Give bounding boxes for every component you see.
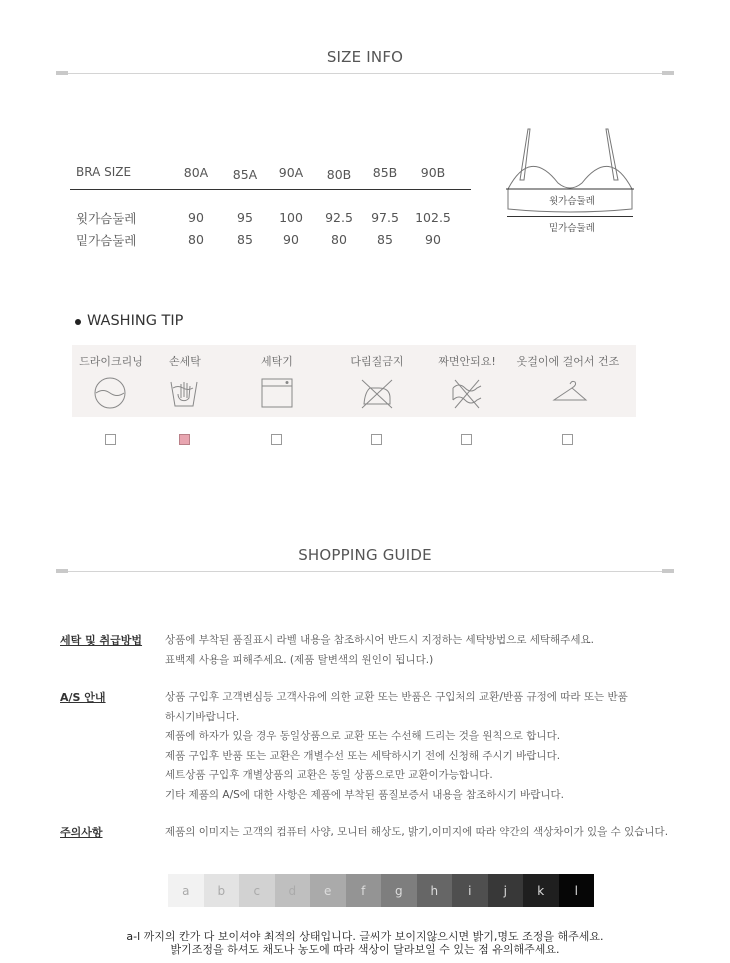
grayscale-swatch: f [346,874,382,907]
hanger-icon [550,376,590,412]
wash-checkbox[interactable] [179,434,190,445]
size-cell: 80 [188,232,204,247]
grayscale-swatch: b [204,874,240,907]
size-info-title: SIZE INFO [326,48,404,66]
grayscale-swatch: d [275,874,311,907]
wash-label: 세탁기 [261,355,293,368]
guide-line: 제품에 하자가 있을 경우 동일상품으로 교환 또는 수선해 드리는 것을 원칙으로 합니다. [165,730,561,743]
size-cell: 100 [279,210,303,225]
wash-label: 옷걸이에 걸어서 건조 [516,355,620,368]
guide-heading: A/S 안내 [60,691,106,704]
washing-tip-bullet [75,319,81,325]
wash-checkbox[interactable] [105,434,116,445]
wash-label: 드라이크리닝 [79,355,143,368]
guide-line: 표백제 사용을 피해주세요. (제품 탈변색의 원인이 됩니다.) [165,653,434,666]
grayscale-swatch: k [523,874,559,907]
wash-checkbox[interactable] [461,434,472,445]
guide-heading: 세탁 및 취급방법 [60,634,143,647]
wash-checkbox[interactable] [271,434,282,445]
size-cell: 90 [188,210,204,225]
shopping-guide-divider [56,571,674,572]
wash-label: 짜면안되요! [438,355,496,368]
size-cell: 85 [377,232,393,247]
grayscale-swatch: c [239,874,275,907]
guide-line: 제품 구입후 반품 또는 교환은 개별수선 또는 세탁하시기 전에 신청해 주시기 바랍니다. [165,749,561,762]
size-cell: 102.5 [415,210,451,225]
guide-line: 기타 제품의 A/S에 대한 사항은 제품에 부착된 품질보증서 내용을 참조하시기 바랍니다. [165,789,564,801]
size-table-rule [70,189,471,190]
size-header-cell: 80B [326,167,352,182]
grayscale-swatch: i [452,874,488,907]
hand-wash-icon [167,376,207,412]
footer-line-1: a-l 까지의 칸가 다 보이셔야 최적의 상태입니다. 글씨가 보이지않으시면 밝기,명도 조정을 해주세요. [126,930,604,943]
size-cell: 90 [425,232,441,247]
guide-line: 세트상품 구입후 개별상품의 교환은 동일 상품으로만 교환이가능합니다. [165,769,493,782]
divider-cap-right [662,71,674,75]
shopping-guide-title: SHOPPING GUIDE [298,546,432,564]
wash-label: 손세탁 [169,355,201,368]
wash-checkbox[interactable] [562,434,573,445]
divider-cap-left [56,71,68,75]
grayscale-swatch: e [310,874,346,907]
diagram-bottom-rule [507,216,633,217]
grayscale-swatch: g [381,874,417,907]
guide-line: 상품에 부착된 품질표시 라벨 내용을 참조하시어 반드시 지정하는 세탁방법으로 세탁해주세요. [165,634,594,646]
grayscale-swatch: h [417,874,453,907]
wash-label: 다림질금지 [350,355,404,368]
guide-line: 제품의 이미지는 고객의 컴퓨터 사양, 모니터 해상도, 밝기,이미지에 따라 약간의 색상차이가 있을 수 있습니다. [165,826,669,838]
no-iron-icon [359,376,399,412]
no-wring-icon [449,376,489,412]
footer-line-2: 밝기조정을 하셔도 채도나 농도에 따라 색상이 달라보일 수 있는 점 유의해주세요. [170,943,560,956]
diagram-top-label: 윗가슴둘레 [549,196,595,207]
size-header-cell: 85A [232,167,258,182]
size-cell: 95 [237,210,253,225]
size-cell: 92.5 [325,210,353,225]
size-cell: 97.5 [371,210,399,225]
size-cell: 80 [331,232,347,247]
guide-line: 상품 구입후 고객변심등 고객사유에 의한 교환 또는 반품은 구입처의 교환/반품 규정에 따라 또는 반품 [165,691,628,703]
size-header-cell: 90A [278,165,304,180]
guide-line: 하시기바랍니다. [165,710,240,723]
washing-tip-title: WASHING TIP [87,313,184,329]
divider-cap-left [56,569,68,573]
size-cell: 90 [283,232,299,247]
divider-cap-right [662,569,674,573]
size-info-divider [56,73,674,74]
diagram-bottom-label: 밑가슴둘레 [549,223,595,234]
size-header-cell: 85B [372,165,398,180]
bra-size-header: BRA SIZE [76,165,132,179]
size-header-cell: 80A [183,165,209,180]
size-header-cell: 90B [420,165,446,180]
size-cell: 85 [237,232,253,247]
size-row-label: 밑가슴둘레 [76,233,137,248]
dry-clean-icon [93,376,133,412]
guide-heading: 주의사항 [60,826,103,839]
size-row-label: 윗가슴둘레 [76,211,137,226]
washing-machine-icon [259,376,299,412]
grayscale-swatch: l [559,874,595,907]
wash-checkbox[interactable] [371,434,382,445]
grayscale-swatch: a [168,874,204,907]
grayscale-swatch: j [488,874,524,907]
